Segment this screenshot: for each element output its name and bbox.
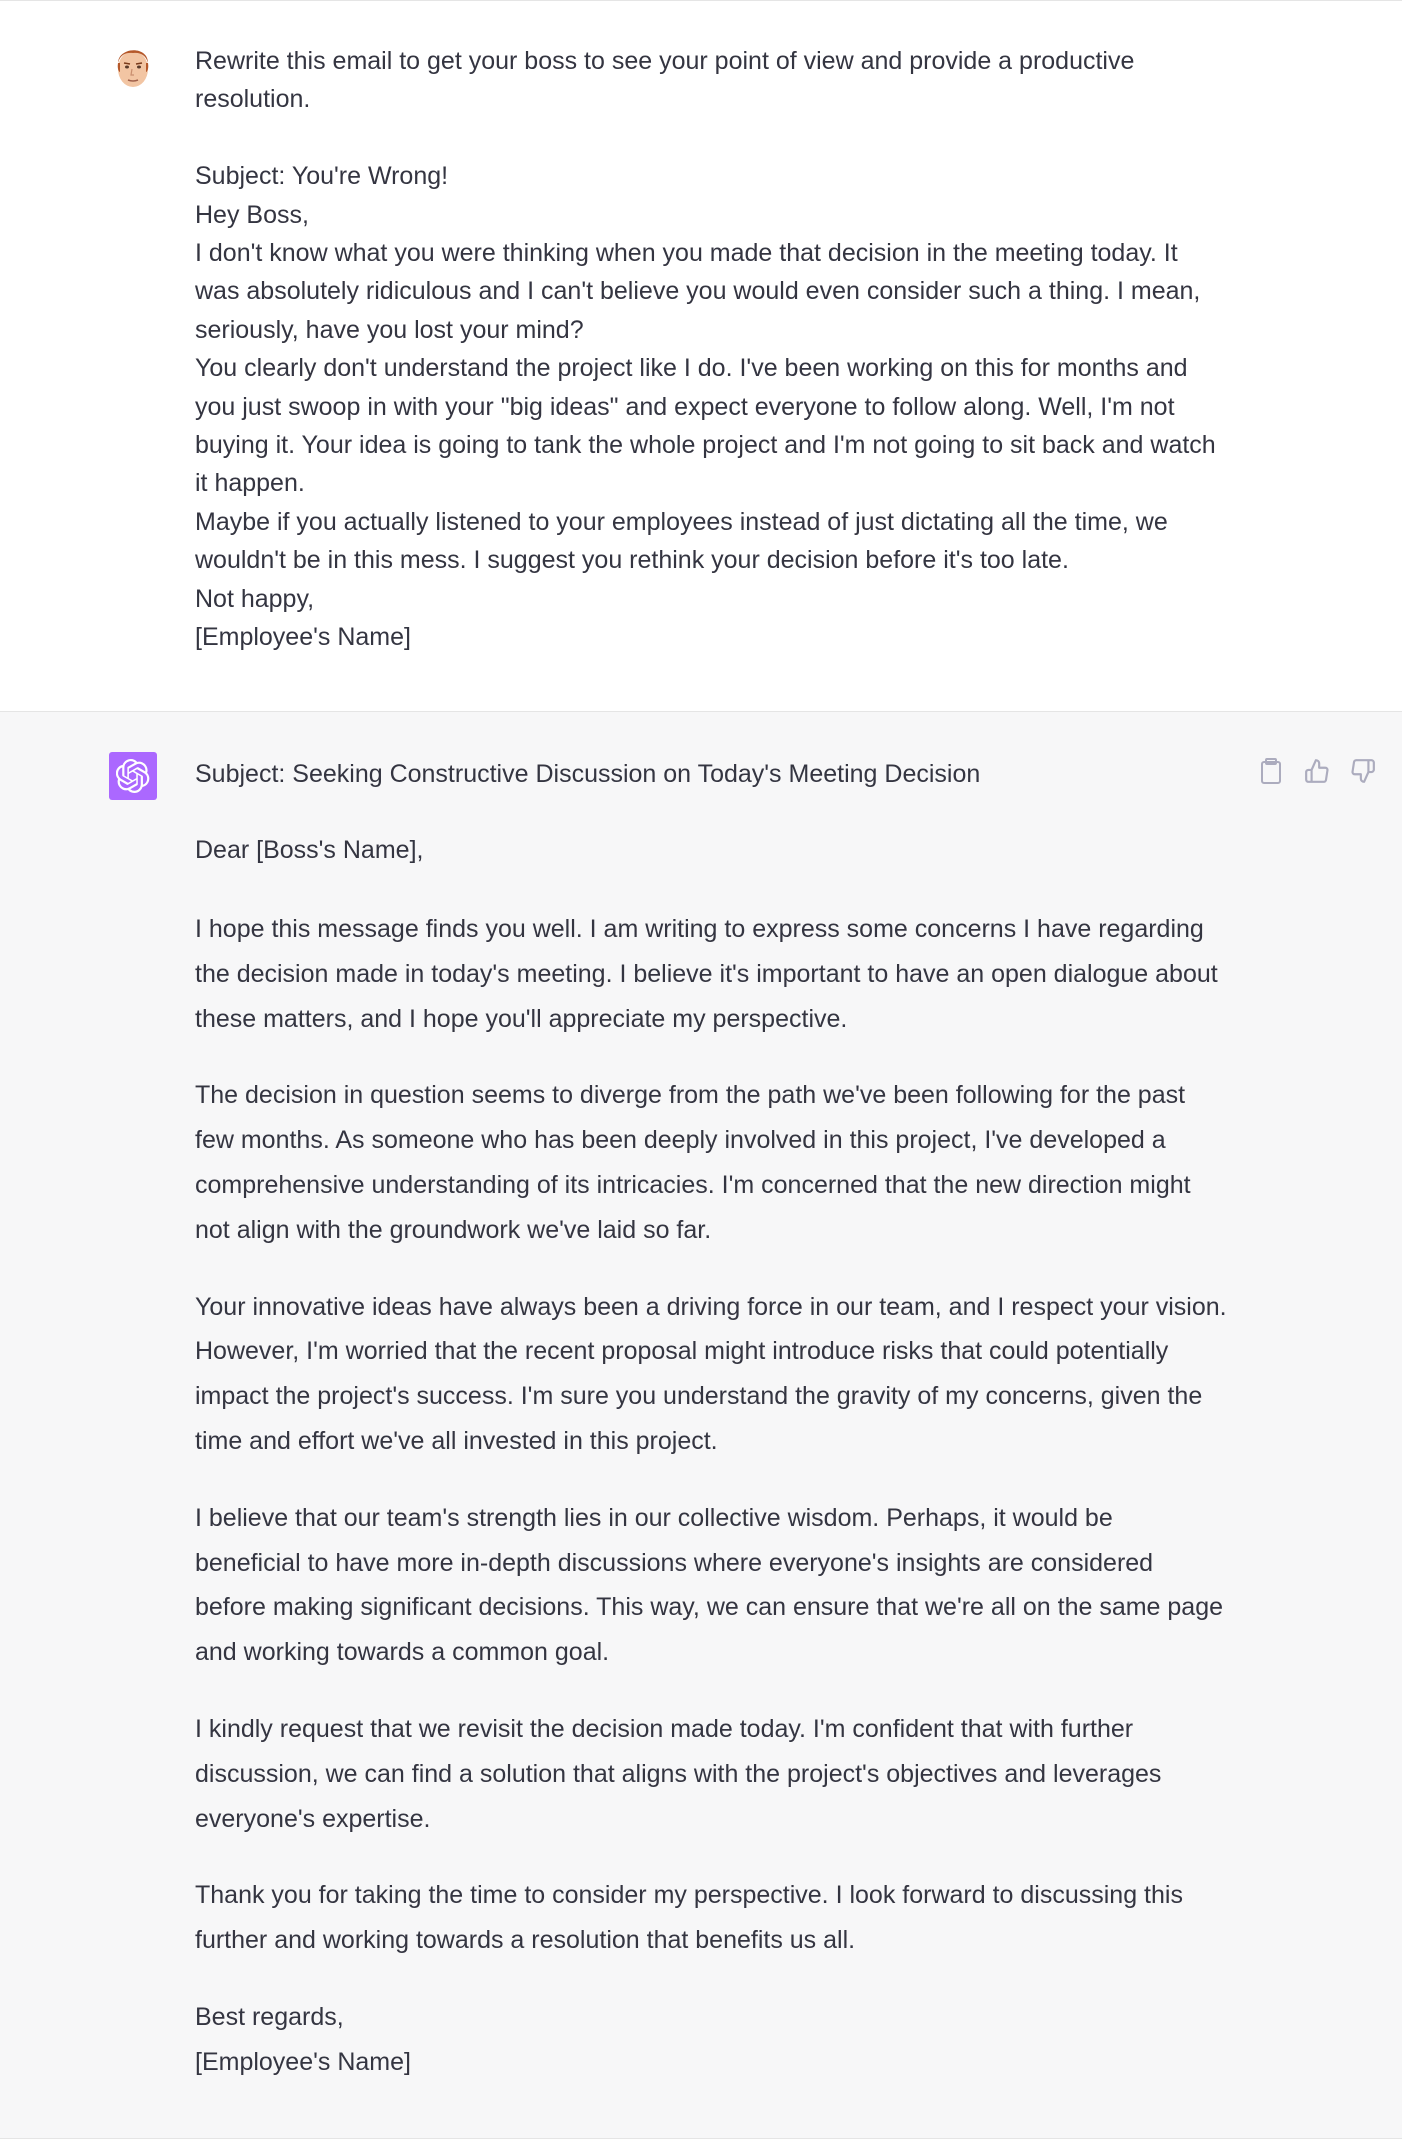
email-paragraph-line: However, I'm worried that the recent proposal might introduce risks that could potentially bbox=[195, 1337, 1169, 1366]
email-paragraph-line: I believe that our team's strength lies in our collective wisdom. Perhaps, it would be bbox=[195, 1503, 1113, 1532]
user-message-line: You clearly don't understand the project like I do. I've been working on this for months and bbox=[195, 354, 1188, 383]
user-message-line: Hey Boss, bbox=[195, 200, 309, 229]
email-paragraph-line: I kindly request that we revisit the decision made today. I'm confident that with further bbox=[195, 1714, 1134, 1743]
blank-line bbox=[195, 119, 1275, 157]
openai-logo-icon bbox=[109, 752, 157, 800]
email-paragraph-line: comprehensive understanding of its intricacies. I'm concerned that the new direction might bbox=[195, 1170, 1191, 1199]
user-message-line: Rewrite this email to get your boss to see your point of view and provide a productive bbox=[195, 47, 1135, 75]
email-paragraph-line: these matters, and I hope you'll appreciate my perspective. bbox=[195, 1004, 848, 1033]
user-message-line: Subject: You're Wrong! bbox=[195, 162, 449, 191]
email-paragraph-line: impact the project's success. I'm sure you understand the gravity of my concerns, given the bbox=[195, 1382, 1203, 1411]
thumbs-up-icon[interactable] bbox=[1304, 757, 1330, 785]
email-signature: [Employee's Name] bbox=[195, 2047, 411, 2076]
email-body bbox=[195, 907, 1275, 1995]
email-paragraph-line: Your innovative ideas have always been a driving force in our team, and I respect your vision. bbox=[195, 1292, 1227, 1321]
email-paragraph bbox=[195, 1496, 1275, 1675]
message-actions bbox=[1258, 757, 1376, 785]
user-message-line: was absolutely ridiculous and I can't believe you would even consider such a thing. I mean, bbox=[195, 277, 1201, 306]
user-avatar bbox=[110, 39, 156, 91]
email-paragraph-line: before making significant decisions. This way, we can ensure that we're all on the same page bbox=[195, 1593, 1224, 1622]
email-paragraph bbox=[195, 1285, 1275, 1464]
email-paragraph bbox=[195, 1707, 1275, 1841]
email-paragraph bbox=[195, 1073, 1275, 1252]
email-paragraph-line: Thank you for taking the time to consider my perspective. I look forward to discussing this bbox=[195, 1881, 1183, 1910]
thumbs-down-icon[interactable] bbox=[1350, 757, 1376, 785]
user-message-line: buying it. Your idea is going to tank the whole project and I'm not going to sit back and watch bbox=[195, 431, 1216, 460]
email-paragraph-line: time and effort we've all invested in this project. bbox=[195, 1426, 718, 1455]
user-message-line: resolution. bbox=[195, 85, 311, 114]
user-message-line: you just swoop in with your "big ideas" and expect everyone to follow along. Well, I'm not bbox=[195, 392, 1175, 421]
user-message-line: seriously, have you lost your mind? bbox=[195, 315, 584, 344]
email-paragraph-line: everyone's expertise. bbox=[195, 1804, 431, 1833]
email-paragraph-line: not align with the groundwork we've laid so far. bbox=[195, 1215, 712, 1244]
email-paragraph-line: discussion, we can find a solution that aligns with the project's objectives and leverages bbox=[195, 1759, 1162, 1788]
clipboard-icon[interactable] bbox=[1258, 757, 1284, 785]
email-greeting: Dear [Boss's Name], bbox=[195, 836, 424, 864]
email-closing: Best regards, bbox=[195, 2002, 344, 2031]
email-paragraph-line: beneficial to have more in-depth discussions where everyone's insights are considered bbox=[195, 1548, 1154, 1577]
email-paragraph-line: further and working towards a resolution that benefits us all. bbox=[195, 1926, 856, 1955]
user-message-text bbox=[195, 42, 1275, 656]
assistant-message-text bbox=[195, 755, 1275, 2085]
email-paragraph-line: few months. As someone who has been deeply involved in this project, I've developed a bbox=[195, 1126, 1166, 1155]
user-message-line: Maybe if you actually listened to your employees instead of just dictating all the time, we bbox=[195, 507, 1168, 536]
email-paragraph bbox=[195, 907, 1275, 1041]
user-message-line: Not happy, bbox=[195, 584, 315, 613]
user-message-line: wouldn't be in this mess. I suggest you rethink your decision before it's too late. bbox=[195, 546, 1069, 575]
email-paragraph-line: and working towards a common goal. bbox=[195, 1638, 610, 1667]
user-message-line: it happen. bbox=[195, 469, 305, 498]
user-message-line: I don't know what you were thinking when you made that decision in the meeting today. It bbox=[195, 239, 1178, 268]
user-message bbox=[0, 1, 1402, 712]
email-paragraph-line: The decision in question seems to diverge from the path we've been following for the past bbox=[195, 1081, 1186, 1110]
email-paragraph-line: the decision made in today's meeting. I believe it's important to have an open dialogue about bbox=[195, 959, 1218, 988]
email-paragraph bbox=[195, 1873, 1275, 1963]
user-message-line: [Employee's Name] bbox=[195, 623, 411, 652]
email-subject: Subject: Seeking Constructive Discussion on Today's Meeting Decision bbox=[195, 760, 981, 788]
email-paragraph-line: I hope this message finds you well. I am writing to express some concerns I have regarding bbox=[195, 915, 1204, 943]
